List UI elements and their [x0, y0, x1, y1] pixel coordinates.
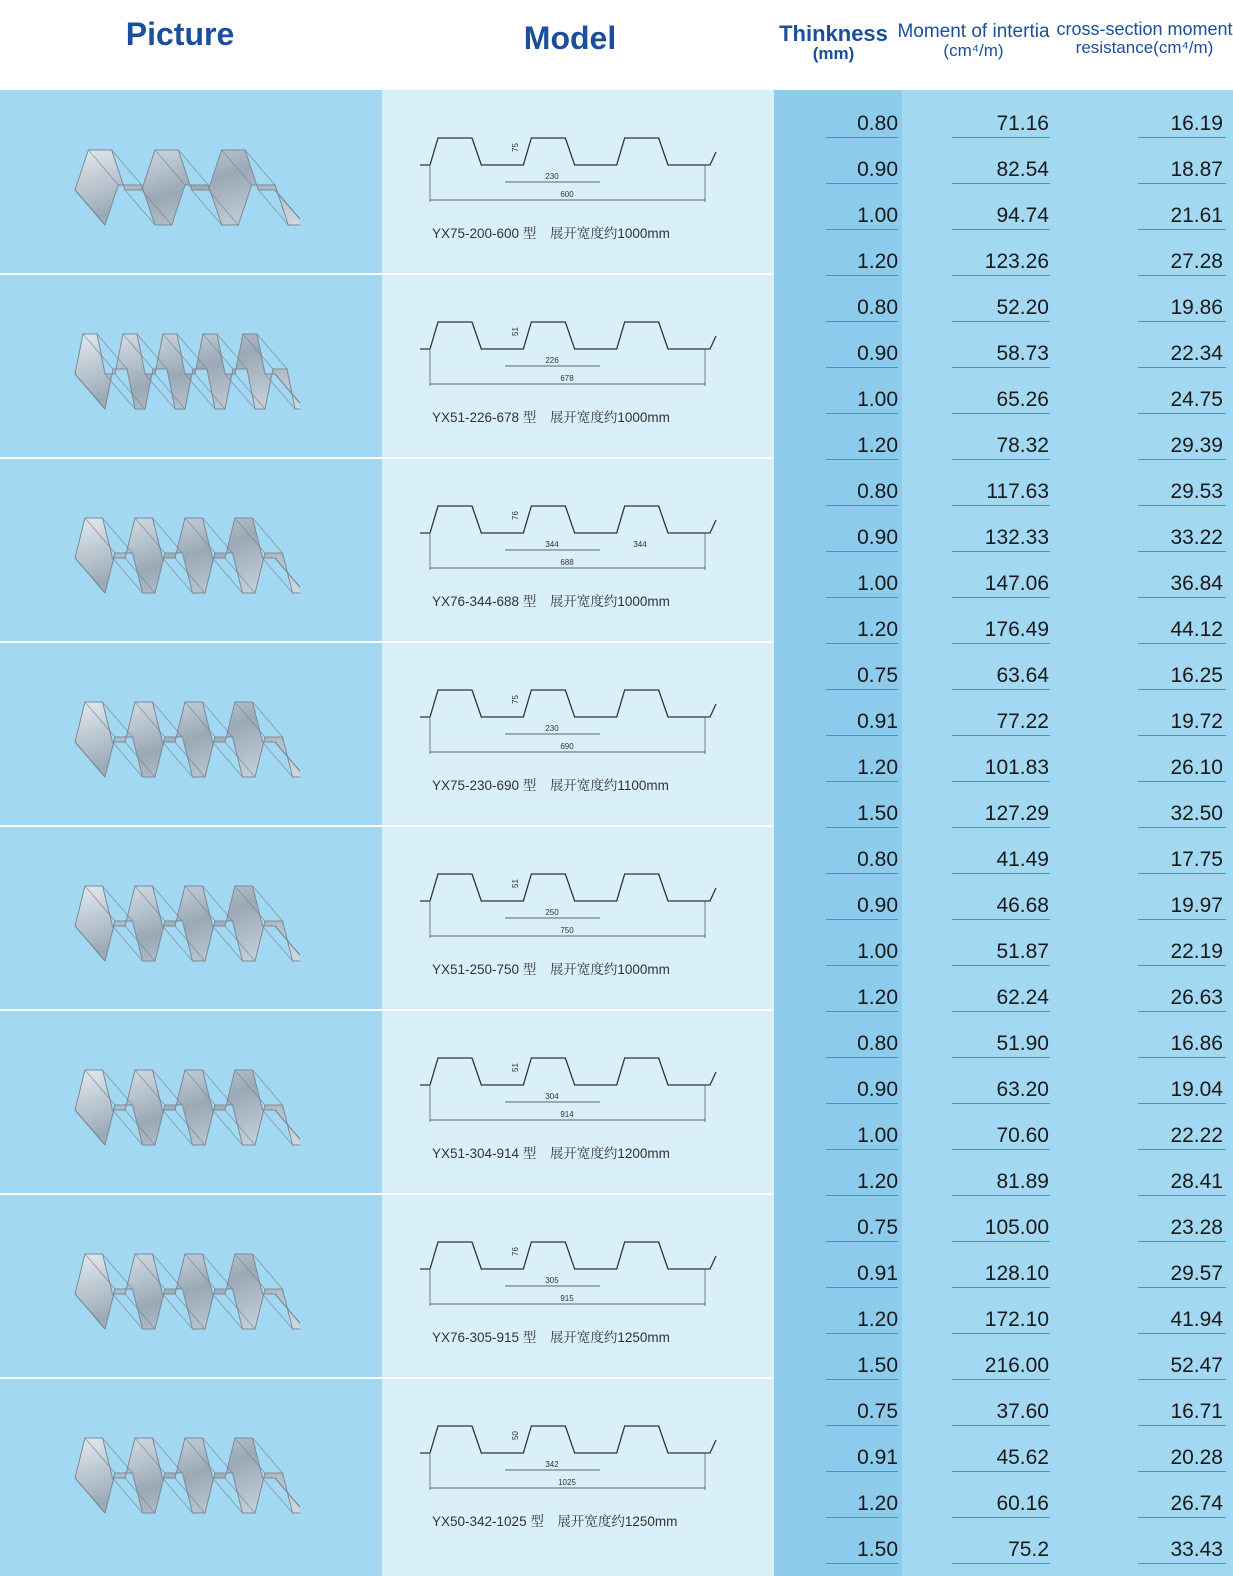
deck-sheet-photo	[60, 120, 300, 250]
group-divider	[0, 825, 774, 827]
thickness-underline	[826, 275, 898, 276]
moment-underline	[952, 781, 1050, 782]
moment-value: 132.33	[984, 526, 1049, 549]
moment-underline	[952, 1241, 1050, 1242]
cross-value: 26.63	[1170, 986, 1223, 1009]
group-divider	[0, 1377, 774, 1379]
thickness-underline	[826, 1287, 898, 1288]
thickness-value: 1.00	[857, 940, 898, 963]
cross-value: 28.41	[1170, 1170, 1223, 1193]
moment-underline	[952, 1103, 1050, 1104]
thickness-underline	[826, 1333, 898, 1334]
moment-value: 172.10	[984, 1308, 1049, 1331]
cross-value: 36.84	[1170, 572, 1223, 595]
moment-underline	[952, 137, 1050, 138]
thickness-value: 1.50	[857, 1538, 898, 1561]
cross-value: 27.28	[1170, 250, 1223, 273]
profile-diagram	[410, 314, 750, 404]
thickness-underline	[826, 873, 898, 874]
thickness-value: 1.00	[857, 388, 898, 411]
model-column	[382, 90, 774, 1576]
thickness-value: 1.20	[857, 756, 898, 779]
profile-rib-dim: 250	[545, 908, 559, 917]
moment-value: 94.74	[996, 204, 1049, 227]
cross-underline	[1138, 321, 1226, 322]
thickness-underline	[826, 367, 898, 368]
cross-underline	[1138, 1333, 1226, 1334]
moment-underline	[952, 597, 1050, 598]
thickness-underline	[826, 965, 898, 966]
profile-rib-dim: 230	[545, 724, 559, 733]
deck-sheet-photo	[60, 304, 300, 434]
thickness-value: 0.75	[857, 1400, 898, 1423]
thickness-underline	[826, 781, 898, 782]
moment-underline	[952, 1517, 1050, 1518]
deck-sheet-photo	[60, 1040, 300, 1170]
header-moment	[896, 22, 1051, 60]
thickness-value: 0.75	[857, 1216, 898, 1239]
thickness-value: 1.00	[857, 204, 898, 227]
thickness-value: 1.20	[857, 434, 898, 457]
thickness-value: 0.80	[857, 112, 898, 135]
deck-sheet-photo	[60, 1408, 300, 1538]
header-moment-label: Moment of intertia	[897, 21, 1050, 42]
profile-rib-dim: 305	[545, 1276, 559, 1285]
thickness-underline	[826, 827, 898, 828]
profile-diagram	[410, 866, 750, 956]
cross-underline	[1138, 459, 1226, 460]
cross-value: 19.72	[1170, 710, 1223, 733]
moment-value: 147.06	[984, 572, 1049, 595]
cross-underline	[1138, 551, 1226, 552]
profile-width-dim: 688	[560, 558, 574, 567]
cross-value: 17.75	[1170, 848, 1223, 871]
moment-value: 176.49	[984, 618, 1049, 641]
moment-underline	[952, 1011, 1050, 1012]
moment-underline	[952, 919, 1050, 920]
thickness-value: 0.80	[857, 1032, 898, 1055]
profile-diagram	[410, 130, 750, 220]
cross-underline	[1138, 137, 1226, 138]
thickness-value: 0.80	[857, 296, 898, 319]
cross-underline	[1138, 413, 1226, 414]
model-label: YX50-342-1025 型 展开宽度约1250mm	[432, 1514, 678, 1529]
group-divider	[0, 641, 774, 643]
moment-underline	[952, 1379, 1050, 1380]
cross-underline	[1138, 781, 1226, 782]
cross-value: 16.19	[1170, 112, 1223, 135]
thickness-value: 0.90	[857, 894, 898, 917]
moment-value: 82.54	[996, 158, 1049, 181]
moment-value: 216.00	[984, 1354, 1049, 1377]
thickness-underline	[826, 1149, 898, 1150]
thickness-underline	[826, 1195, 898, 1196]
cross-value: 22.19	[1170, 940, 1223, 963]
thickness-underline	[826, 551, 898, 552]
cross-value: 23.28	[1170, 1216, 1223, 1239]
thickness-underline	[826, 1379, 898, 1380]
cross-underline	[1138, 505, 1226, 506]
cross-value: 41.94	[1170, 1308, 1223, 1331]
profile-height-dim: 76	[511, 511, 520, 520]
header-model: Model	[523, 20, 617, 56]
cross-value: 33.43	[1170, 1538, 1223, 1561]
cross-underline	[1138, 1057, 1226, 1058]
moment-value: 58.73	[996, 342, 1049, 365]
moment-underline	[952, 183, 1050, 184]
thickness-value: 0.90	[857, 1078, 898, 1101]
moment-value: 60.16	[996, 1492, 1049, 1515]
cross-value: 24.75	[1170, 388, 1223, 411]
moment-value: 41.49	[996, 848, 1049, 871]
group-divider	[0, 457, 774, 459]
thickness-value: 0.91	[857, 710, 898, 733]
cross-underline	[1138, 1149, 1226, 1150]
cross-value: 29.53	[1170, 480, 1223, 503]
model-label: YX51-226-678 型 展开宽度约1000mm	[432, 410, 670, 425]
cross-underline	[1138, 1241, 1226, 1242]
profile-diagram	[410, 1234, 750, 1324]
cross-underline	[1138, 1471, 1226, 1472]
group-divider	[0, 1009, 774, 1011]
thickness-value: 1.50	[857, 802, 898, 825]
thickness-value: 1.20	[857, 250, 898, 273]
model-label: YX75-230-690 型 展开宽度约1100mm	[432, 778, 669, 793]
cross-underline	[1138, 873, 1226, 874]
thickness-underline	[826, 1103, 898, 1104]
cross-underline	[1138, 735, 1226, 736]
moment-underline	[952, 827, 1050, 828]
thickness-value: 0.80	[857, 848, 898, 871]
model-label: YX75-200-600 型 展开宽度约1000mm	[432, 226, 670, 241]
cross-value: 29.57	[1170, 1262, 1223, 1285]
moment-underline	[952, 735, 1050, 736]
header-thickness-label: Thinkness	[779, 21, 888, 46]
model-label: YX51-304-914 型 展开宽度约1200mm	[432, 1146, 670, 1161]
moment-value: 77.22	[996, 710, 1049, 733]
profile-width-dim: 690	[560, 742, 574, 751]
thickness-value: 1.20	[857, 618, 898, 641]
cross-value: 32.50	[1170, 802, 1223, 825]
thickness-underline	[826, 183, 898, 184]
thickness-underline	[826, 735, 898, 736]
cross-value: 29.39	[1170, 434, 1223, 457]
model-label: YX76-305-915 型 展开宽度约1250mm	[432, 1330, 670, 1345]
thickness-value: 0.91	[857, 1446, 898, 1469]
cross-value: 21.61	[1170, 204, 1223, 227]
profile-diagram	[410, 498, 750, 588]
moment-underline	[952, 689, 1050, 690]
moment-value: 71.16	[996, 112, 1049, 135]
profile-rib-dim: 342	[545, 1460, 559, 1469]
thickness-underline	[826, 1425, 898, 1426]
profile-height-dim: 75	[511, 695, 520, 704]
thickness-value: 0.90	[857, 342, 898, 365]
moment-underline	[952, 367, 1050, 368]
profile-diagram	[410, 1418, 750, 1508]
thickness-underline	[826, 1011, 898, 1012]
profile-height-dim: 76	[511, 1247, 520, 1256]
thickness-underline	[826, 1241, 898, 1242]
moment-value: 37.60	[996, 1400, 1049, 1423]
moment-value: 63.20	[996, 1078, 1049, 1101]
moment-underline	[952, 321, 1050, 322]
cross-underline	[1138, 597, 1226, 598]
thickness-value: 1.20	[857, 1170, 898, 1193]
moment-underline	[952, 413, 1050, 414]
profile-width-dim: 915	[560, 1294, 574, 1303]
moment-value: 51.90	[996, 1032, 1049, 1055]
cross-value: 16.71	[1170, 1400, 1223, 1423]
cross-underline	[1138, 1011, 1226, 1012]
cross-value: 19.86	[1170, 296, 1223, 319]
profile-height-dim: 51	[511, 879, 520, 888]
moment-underline	[952, 1333, 1050, 1334]
profile-diagram	[410, 682, 750, 772]
cross-value: 18.87	[1170, 158, 1223, 181]
moment-underline	[952, 1287, 1050, 1288]
thickness-value: 1.20	[857, 1308, 898, 1331]
moment-underline	[952, 1057, 1050, 1058]
moment-value: 52.20	[996, 296, 1049, 319]
moment-underline	[952, 229, 1050, 230]
moment-value: 117.63	[986, 480, 1049, 503]
moment-underline	[952, 459, 1050, 460]
cross-value: 52.47	[1170, 1354, 1223, 1377]
deck-sheet-photo	[60, 1224, 300, 1354]
thickness-underline	[826, 689, 898, 690]
profile-width-dim: 750	[560, 926, 574, 935]
header-thickness-unit: (mm)	[812, 44, 855, 64]
profile-width-dim: 1025	[558, 1478, 576, 1487]
cross-underline	[1138, 1425, 1226, 1426]
profile-rib-dim: 304	[545, 1092, 559, 1101]
cross-underline	[1138, 1379, 1226, 1380]
cross-underline	[1138, 965, 1226, 966]
moment-underline	[952, 1425, 1050, 1426]
moment-value: 127.29	[984, 802, 1049, 825]
cross-value: 33.22	[1170, 526, 1223, 549]
header-picture: Picture	[125, 16, 235, 52]
cross-value: 20.28	[1170, 1446, 1223, 1469]
cross-underline	[1138, 183, 1226, 184]
thickness-underline	[826, 321, 898, 322]
model-label: YX76-344-688 型 展开宽度约1000mm	[432, 594, 670, 609]
header-cross-unit: resistance(cm⁴/m)	[1075, 37, 1214, 57]
cross-value: 26.74	[1170, 1492, 1223, 1515]
moment-underline	[952, 1149, 1050, 1150]
thickness-underline	[826, 1517, 898, 1518]
thickness-value: 1.00	[857, 572, 898, 595]
moment-value: 65.26	[996, 388, 1049, 411]
thickness-value: 0.80	[857, 480, 898, 503]
cross-value: 26.10	[1170, 756, 1223, 779]
thickness-value: 0.91	[857, 1262, 898, 1285]
thickness-underline	[826, 229, 898, 230]
cross-value: 22.22	[1170, 1124, 1223, 1147]
cross-value: 19.04	[1170, 1078, 1223, 1101]
thickness-value: 0.90	[857, 158, 898, 181]
cross-underline	[1138, 1103, 1226, 1104]
cross-underline	[1138, 1517, 1226, 1518]
thickness-underline	[826, 413, 898, 414]
profile-width-dim: 678	[560, 374, 574, 383]
deck-sheet-photo	[60, 672, 300, 802]
table-header	[0, 0, 1233, 90]
moment-underline	[952, 1195, 1050, 1196]
cross-underline	[1138, 827, 1226, 828]
thickness-underline	[826, 919, 898, 920]
moment-underline	[952, 551, 1050, 552]
moment-value: 78.32	[996, 434, 1049, 457]
moment-value: 45.62	[996, 1446, 1049, 1469]
moment-value: 81.89	[996, 1170, 1049, 1193]
header-moment-unit: (cm⁴/m)	[943, 40, 1004, 60]
header-cross-label: cross-section moment	[1056, 19, 1233, 39]
profile-height-dim: 75	[511, 143, 520, 152]
moment-value: 62.24	[996, 986, 1049, 1009]
moment-underline	[952, 275, 1050, 276]
thickness-underline	[826, 1471, 898, 1472]
thickness-underline	[826, 1057, 898, 1058]
cross-value: 16.86	[1170, 1032, 1223, 1055]
cross-underline	[1138, 1195, 1226, 1196]
thickness-value: 0.75	[857, 664, 898, 687]
deck-sheet-photo	[60, 488, 300, 618]
profile-rib-dim: 226	[545, 356, 559, 365]
cross-value: 19.97	[1170, 894, 1223, 917]
moment-value: 123.26	[984, 250, 1049, 273]
moment-value: 63.64	[996, 664, 1049, 687]
profile-height-dim: 51	[511, 1063, 520, 1072]
cross-value: 22.34	[1170, 342, 1223, 365]
profile-rib-dim-2: 344	[633, 540, 647, 549]
moment-value: 128.10	[984, 1262, 1049, 1285]
cross-value: 16.25	[1170, 664, 1223, 687]
profile-height-dim: 50	[511, 1431, 520, 1440]
profile-height-dim: 51	[511, 327, 520, 336]
group-divider	[0, 273, 774, 275]
group-divider	[0, 1193, 774, 1195]
cross-underline	[1138, 1563, 1226, 1564]
moment-value: 101.83	[984, 756, 1049, 779]
header-thickness	[776, 22, 891, 63]
thickness-value: 1.20	[857, 1492, 898, 1515]
cross-underline	[1138, 275, 1226, 276]
thickness-underline	[826, 137, 898, 138]
thickness-underline	[826, 505, 898, 506]
thickness-value: 1.50	[857, 1354, 898, 1377]
moment-underline	[952, 873, 1050, 874]
thickness-underline	[826, 597, 898, 598]
header-cross-section	[1056, 20, 1233, 57]
moment-value: 46.68	[996, 894, 1049, 917]
moment-value: 75.2	[1008, 1538, 1049, 1561]
thickness-underline	[826, 1563, 898, 1564]
thickness-underline	[826, 459, 898, 460]
profile-width-dim: 914	[560, 1110, 574, 1119]
cross-underline	[1138, 689, 1226, 690]
moment-value: 105.00	[984, 1216, 1049, 1239]
profile-width-dim: 600	[560, 190, 574, 199]
moment-underline	[952, 505, 1050, 506]
moment-value: 51.87	[996, 940, 1049, 963]
thickness-underline	[826, 643, 898, 644]
profile-rib-dim: 344	[545, 540, 559, 549]
thickness-value: 1.00	[857, 1124, 898, 1147]
moment-value: 70.60	[996, 1124, 1049, 1147]
moment-underline	[952, 1563, 1050, 1564]
profile-rib-dim: 230	[545, 172, 559, 181]
cross-underline	[1138, 643, 1226, 644]
cross-value: 44.12	[1170, 618, 1223, 641]
thickness-value: 0.90	[857, 526, 898, 549]
profile-diagram	[410, 1050, 750, 1140]
moment-underline	[952, 965, 1050, 966]
cross-underline	[1138, 229, 1226, 230]
deck-sheet-photo	[60, 856, 300, 986]
moment-underline	[952, 1471, 1050, 1472]
cross-underline	[1138, 919, 1226, 920]
cross-underline	[1138, 1287, 1226, 1288]
model-label: YX51-250-750 型 展开宽度约1000mm	[432, 962, 670, 977]
thickness-value: 1.20	[857, 986, 898, 1009]
cross-underline	[1138, 367, 1226, 368]
moment-underline	[952, 643, 1050, 644]
